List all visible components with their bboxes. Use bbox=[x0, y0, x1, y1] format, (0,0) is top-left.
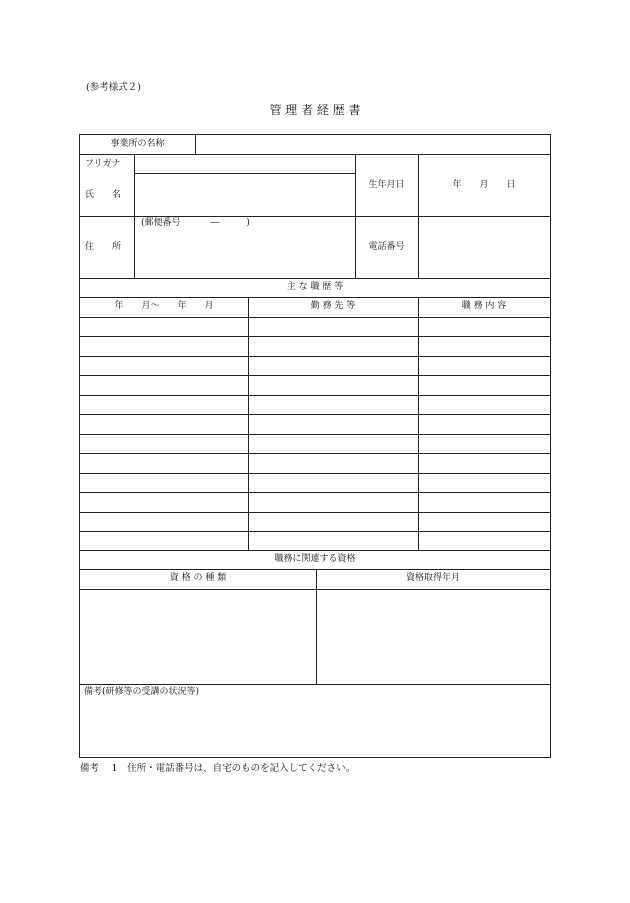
birthdate-field[interactable] bbox=[419, 155, 550, 216]
remarks-field[interactable] bbox=[80, 703, 550, 757]
qualifications-section-title: 職務に関連する資格 bbox=[274, 554, 356, 564]
qualification-col-type: 資 格 の 種 類 bbox=[169, 573, 227, 583]
birthdate-format: 年 月 日 bbox=[452, 180, 516, 190]
phone-field[interactable] bbox=[419, 217, 550, 278]
career-form bbox=[79, 134, 551, 758]
name-field[interactable] bbox=[135, 174, 355, 216]
furigana-field[interactable] bbox=[135, 155, 355, 173]
furigana-label: フリガナ bbox=[85, 159, 121, 169]
birthdate-label: 生年月日 bbox=[368, 180, 405, 190]
page-title: 管 理 者 経 歴 書 bbox=[269, 103, 361, 117]
address-label: 住 所 bbox=[85, 242, 122, 252]
career-col-period: 年 月～ 年 月 bbox=[114, 301, 214, 311]
form-number: (参考様式２) bbox=[86, 82, 141, 93]
career-col-duties: 職 務 内 容 bbox=[461, 301, 507, 311]
qualification-col-date: 資格取得年月 bbox=[405, 573, 460, 583]
remarks-label: 備考(研修等の受講の状況等) bbox=[84, 687, 200, 697]
footnote: 備考 1 住所・電話番号は、自宅のものを記入してください。 bbox=[80, 763, 356, 774]
qualification-type-field[interactable] bbox=[80, 589, 316, 684]
phone-label: 電話番号 bbox=[368, 242, 405, 252]
office-name-label: 事業所の名称 bbox=[110, 139, 165, 149]
office-name-field[interactable] bbox=[196, 135, 550, 154]
career-rows-area[interactable] bbox=[80, 317, 550, 550]
postal-code-label: (郵便番号 ― ) bbox=[141, 218, 250, 228]
qualification-date-field[interactable] bbox=[317, 589, 550, 684]
address-field[interactable] bbox=[135, 217, 355, 278]
name-label: 氏 名 bbox=[85, 190, 122, 200]
career-section-title: 主 な 職 歴 等 bbox=[286, 282, 344, 292]
career-col-workplace: 勤 務 先 等 bbox=[310, 301, 356, 311]
